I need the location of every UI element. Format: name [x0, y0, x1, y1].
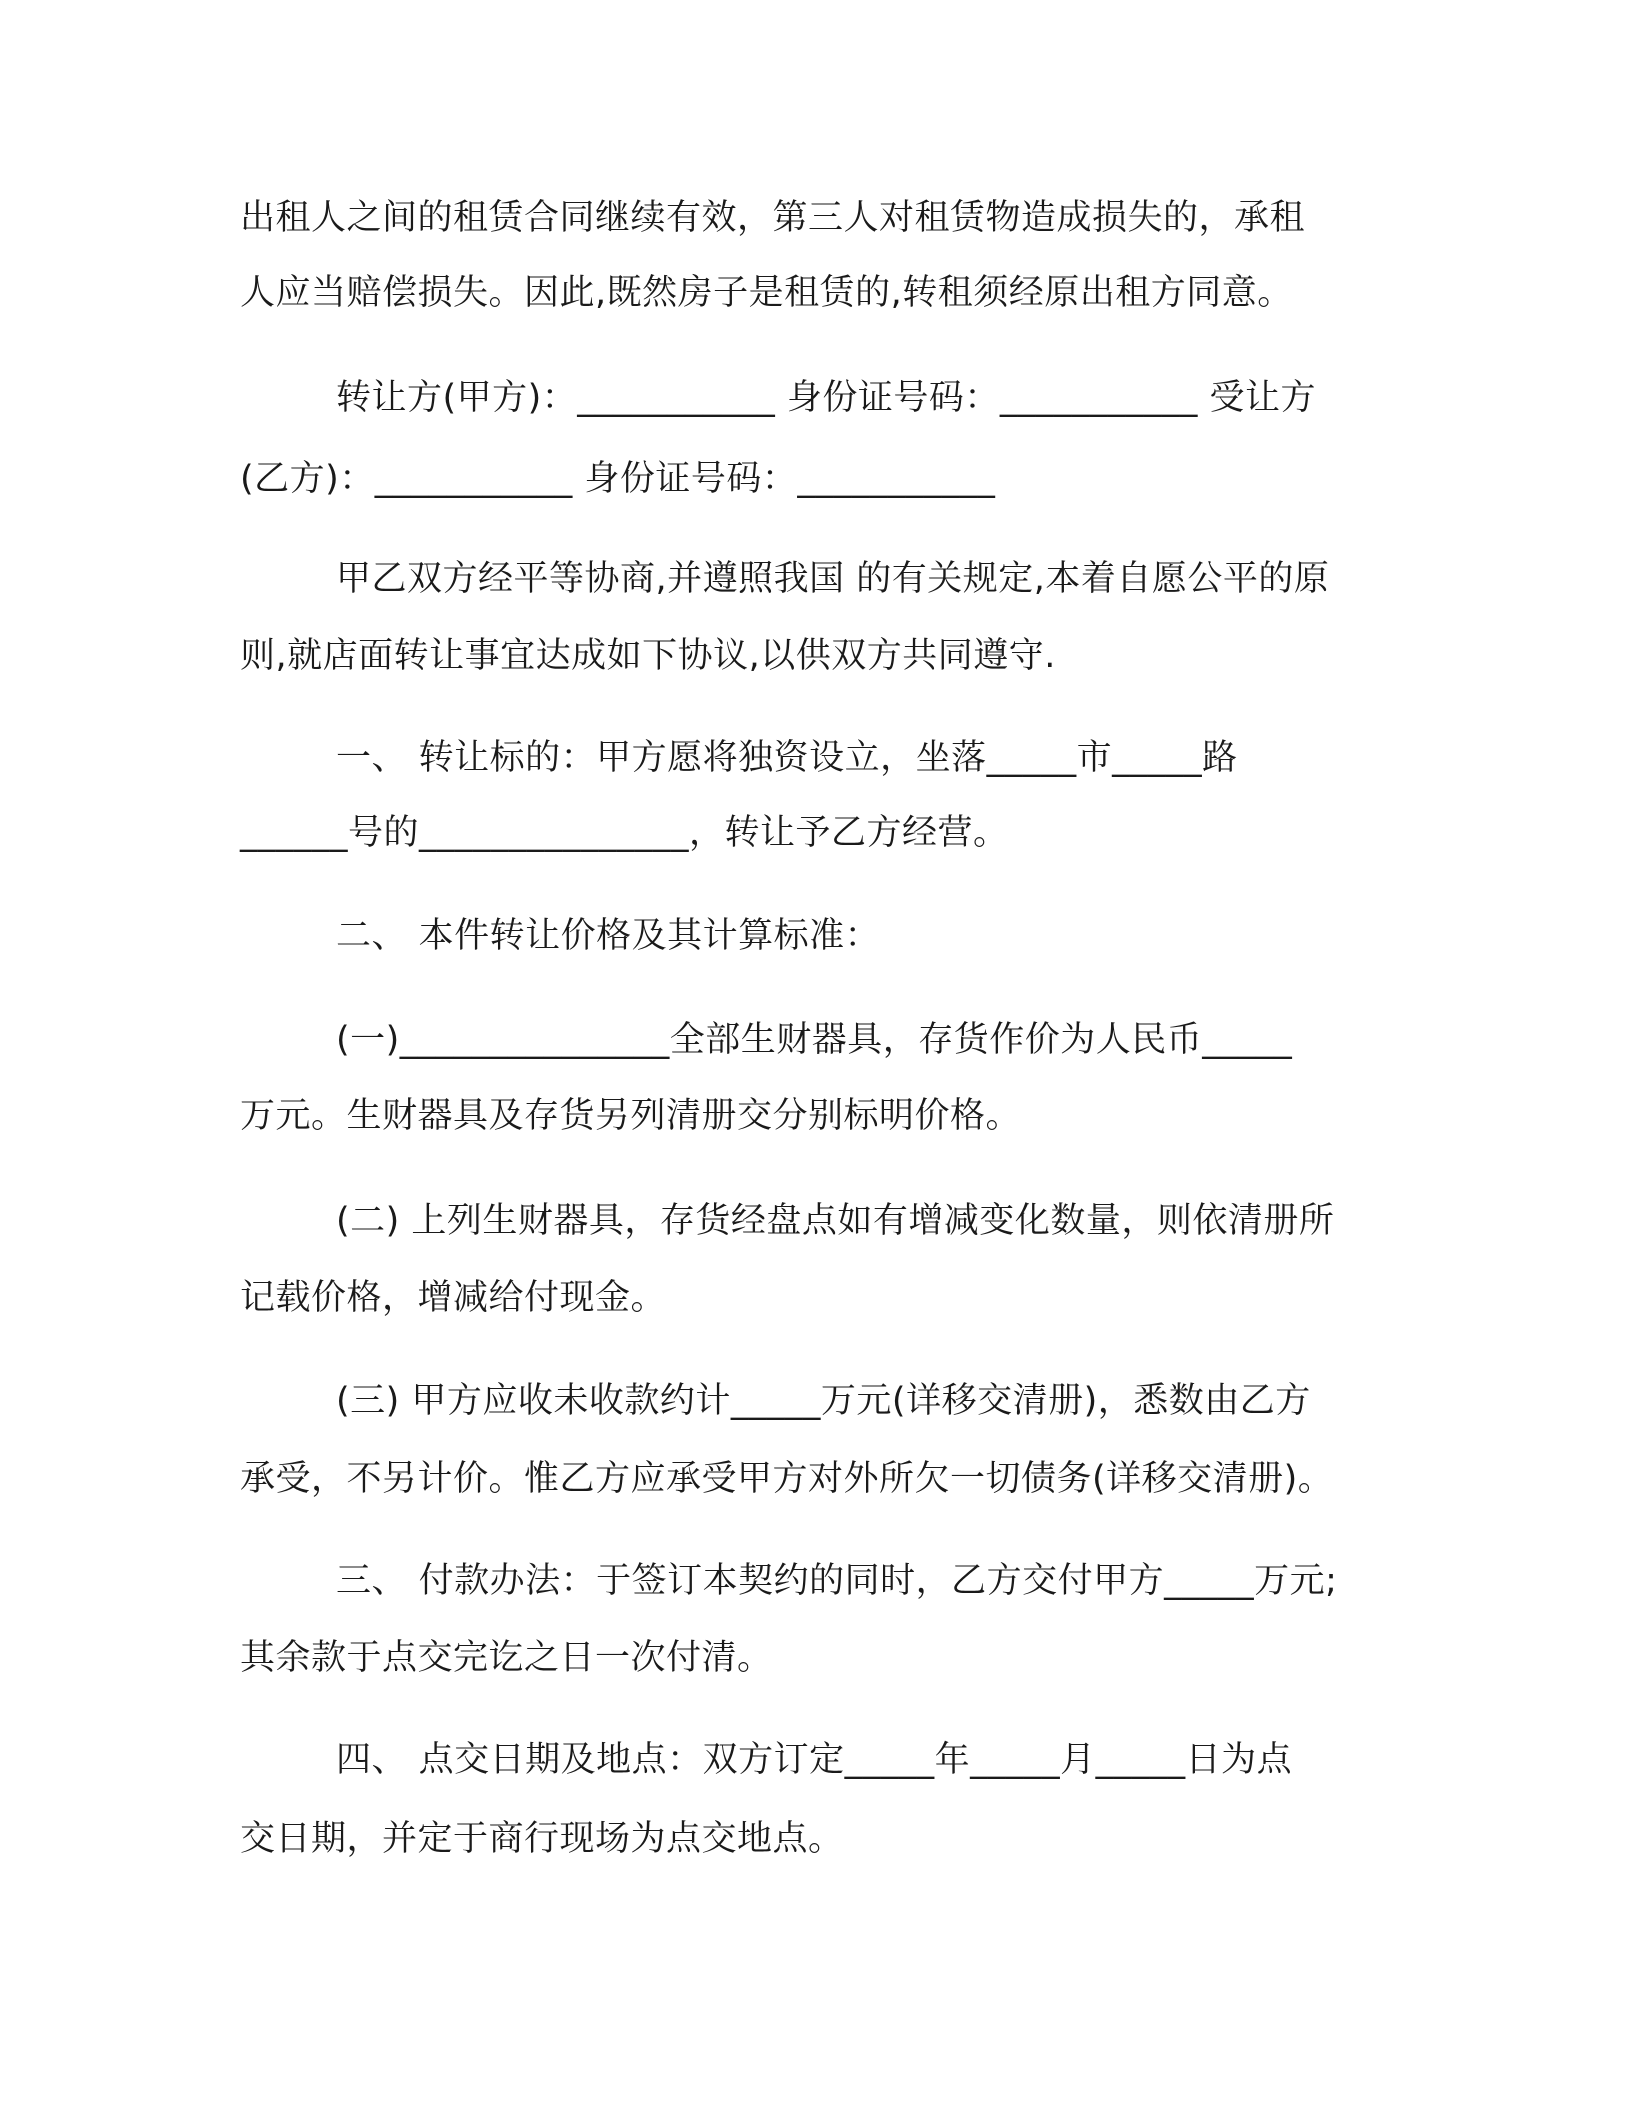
text-line: 则,就店面转让事宜达成如下协议,以供双方共同遵守.: [240, 636, 1056, 676]
text-line: 人应当赔偿损失。因此,既然房子是租赁的,转租须经原出租方同意。: [240, 273, 1293, 313]
text-line: 三、 付款办法：于签订本契约的同时，乙方交付甲方_____万元;: [336, 1561, 1338, 1601]
text-line: 出租人之间的租赁合同继续有效，第三人对租赁物造成损失的，承租: [240, 198, 1306, 238]
text-line: (二) 上列生财器具，存货经盘点如有增减变化数量，则依清册所: [336, 1201, 1335, 1241]
text-line: 甲乙双方经平等协商,并遵照我国 的有关规定,本着自愿公平的原: [336, 559, 1330, 599]
text-line: 记载价格，增减给付现金。: [240, 1278, 667, 1318]
text-line: (一)_______________全部生财器具，存货作价为人民币_____: [336, 1020, 1293, 1060]
text-line: 四、 点交日期及地点：双方订定_____年_____月_____日为点: [336, 1740, 1293, 1780]
text-line: 转让方(甲方)：___________ 身份证号码：___________ 受让方: [336, 378, 1317, 418]
text-line: 承受，不另计价。惟乙方应承受甲方对外所欠一切债务(详移交清册)。: [240, 1459, 1334, 1499]
text-line: 万元。生财器具及存货另列清册交分别标明价格。: [240, 1096, 1022, 1136]
text-line: 交日期，并定于商行现场为点交地点。: [240, 1819, 844, 1859]
text-line: 其余款于点交完讫之日一次付清。: [240, 1638, 773, 1678]
text-line: ______号的_______________，转让予乙方经营。: [240, 813, 1009, 853]
text-line: (三) 甲方应收未收款约计_____万元(详移交清册)，悉数由乙方: [336, 1381, 1311, 1421]
text-line: (乙方)：___________ 身份证号码：___________: [240, 459, 996, 499]
text-line: 一、 转让标的：甲方愿将独资设立，坐落_____市_____路: [336, 738, 1238, 778]
text-line: 二、 本件转让价格及其计算标准：: [336, 916, 881, 956]
